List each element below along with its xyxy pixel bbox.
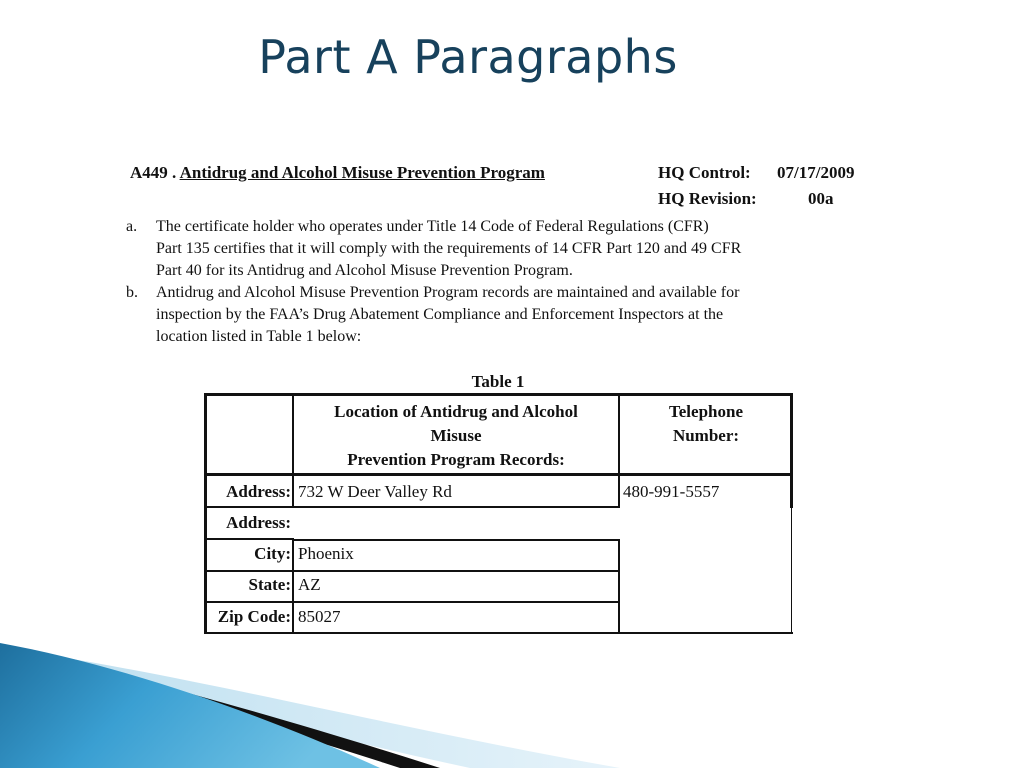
telephone-value: 480-991-5557 — [623, 482, 720, 501]
telephone-header — [620, 396, 792, 474]
city-value: Phoenix — [298, 544, 354, 563]
paragraph-marker: a. — [126, 218, 138, 235]
decorative-swoosh — [0, 643, 620, 768]
table-border-right — [790, 393, 793, 508]
table-row-divider — [204, 601, 620, 603]
paragraph-line: Part 135 certifies that it will comply with the requirements of 14 CFR Part 120 and 49 CFR — [156, 240, 742, 257]
table-caption: Table 1 — [471, 372, 525, 391]
paragraph-heading — [130, 163, 545, 183]
header-line: Number: — [672, 426, 740, 445]
hq-control-value: 07/17/2009 — [777, 163, 855, 182]
table-row-divider — [204, 570, 620, 572]
hq-control-label: HQ Control: — [658, 163, 751, 182]
state-value: AZ — [298, 575, 321, 594]
table-col-divider — [618, 393, 620, 508]
paragraph-b — [126, 282, 846, 348]
paragraph-marker: b. — [126, 284, 138, 301]
table-border-right-thin — [791, 507, 792, 634]
document-header — [130, 163, 880, 215]
blue-swoosh — [0, 643, 380, 768]
paragraph-line: location listed in Table 1 below: — [156, 328, 362, 345]
address-value: 732 W Deer Valley Rd — [298, 482, 452, 501]
address-label: Address: — [226, 482, 291, 501]
header-line: Location of Antidrug and Alcohol — [334, 402, 578, 421]
zip-value: 85027 — [298, 607, 341, 626]
paragraph-line: Antidrug and Alcohol Misuse Prevention Program records are maintained and available for — [156, 284, 740, 301]
zip-label: Zip Code: — [217, 607, 291, 626]
table-col-divider — [618, 539, 620, 634]
paragraph-line: The certificate holder who operates under Title 14 Code of Federal Regulations (CFR) — [156, 218, 709, 235]
paragraph-line: inspection by the FAA’s Drug Abatement Compliance and Enforcement Inspectors at the — [156, 306, 724, 323]
table-border-left — [204, 393, 207, 634]
location-header — [294, 396, 618, 474]
paragraph-a — [126, 216, 846, 282]
paragraph-id: A449 . — [130, 163, 177, 182]
table-row-divider — [204, 538, 294, 540]
paragraph-title: Antidrug and Alcohol Misuse Prevention Program — [179, 163, 545, 182]
hq-revision-label: HQ Revision: — [658, 189, 757, 208]
paragraph-line: Part 40 for its Antidrug and Alcohol Misuse Prevention Program. — [156, 262, 573, 279]
table-col-divider — [292, 393, 294, 508]
header-line: Telephone — [668, 402, 743, 421]
address2-label: Address: — [226, 513, 291, 532]
city-label: City: — [254, 544, 291, 563]
hq-revision-value: 00a — [808, 189, 834, 208]
table-col-divider — [292, 539, 294, 634]
table-row-divider — [204, 506, 620, 508]
slide-title: Part A Paragraphs — [258, 30, 678, 84]
state-label: State: — [248, 575, 291, 594]
address2-value — [294, 508, 618, 538]
header-line: Misuse — [430, 426, 482, 445]
header-line: Prevention Program Records: — [347, 450, 565, 469]
table-row-divider — [294, 539, 620, 541]
